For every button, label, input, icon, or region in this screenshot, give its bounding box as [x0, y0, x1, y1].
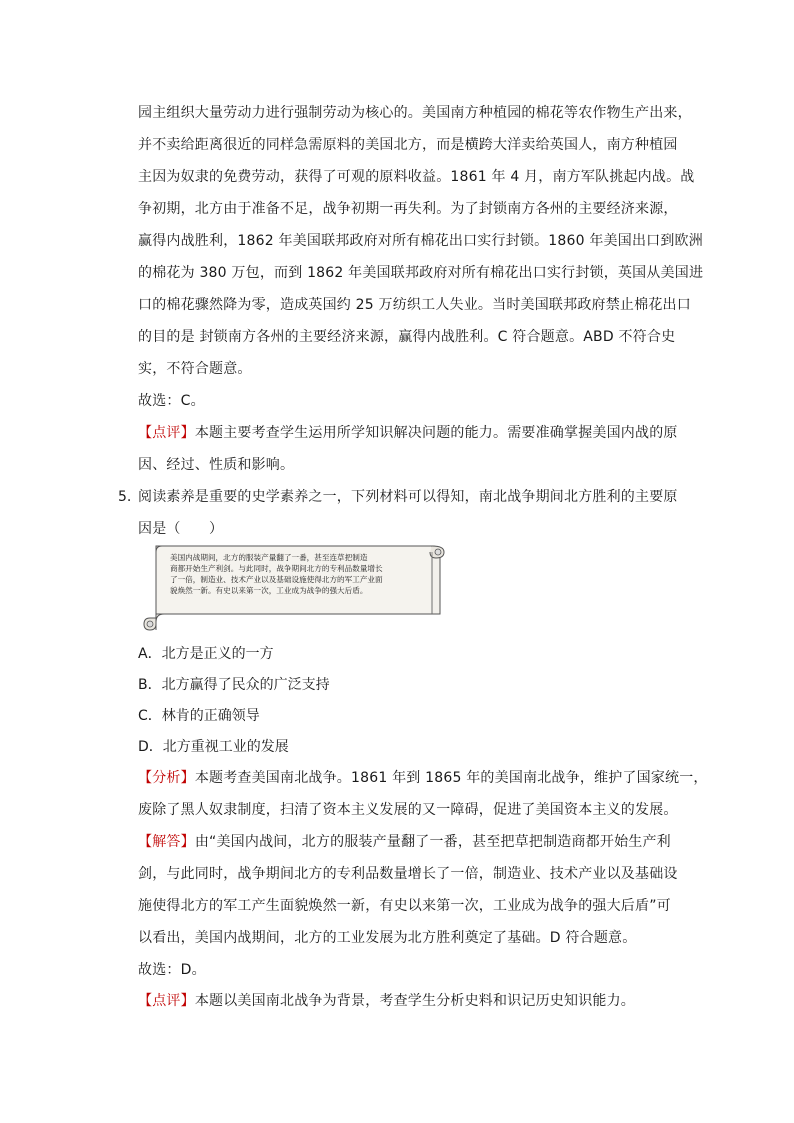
option-d: D．北方重视工业的发展 [138, 739, 289, 755]
analysis-line [138, 768, 708, 788]
text-line: 主因为奴隶的免费劳动，获得了可观的原料收益。1861 年 4 月，南方军队挑起内战。战 [138, 169, 695, 185]
analysis-tag: 【分析】 [138, 770, 195, 786]
text-line: 的棉花为 380 万包，而到 1862 年美国联邦政府对所有棉花出口实行封锁，英国从美国进 [138, 265, 704, 281]
comment-tag: 【点评】 [138, 993, 195, 1009]
text-line: 赢得内战胜利，1862 年美国联邦政府对所有棉花出口实行封锁。1860 年美国出口到欧洲 [138, 233, 703, 249]
option-a: A．北方是正义的一方 [138, 646, 274, 662]
option-b: B．北方赢得了民众的广泛支持 [138, 677, 330, 693]
comment-text: 本题主要考查学生运用所学知识解决问题的能力。需要准确掌握美国内战的原 [194, 425, 678, 441]
solution-line: 施使得北方的军工产生面貌焕然一新，有史以来第一次，工业成为战争的强大后盾”可 [138, 898, 671, 914]
solution-line: 以看出，美国内战期间，北方的工业发展为北方胜利奠定了基础。D 符合题意。 [138, 930, 637, 946]
solution-text: 由“美国内战间，北方的服装产量翻了一番，甚至把草把制造商都开始生产利 [194, 834, 671, 850]
answer-line: 故选：C。 [138, 393, 205, 409]
solution-line [138, 832, 698, 852]
solution-line: 剑，与此同时，战争期间北方的专利品数量增长了一倍，制造业、技术产业以及基础设 [138, 866, 678, 882]
scroll-text-line: 了一倍，制造业、技术产业以及基础设施使得北方的军工产业面 [170, 575, 383, 584]
answer-line: 故选：D。 [138, 962, 206, 978]
scroll-text [170, 552, 432, 596]
text-line: 实，不符合题意。 [138, 361, 252, 377]
text-line: 争初期，北方由于准备不足，战争初期一再失利。为了封锁南方各州的主要经济来源， [138, 201, 678, 217]
comment-tag: 【点评】 [138, 425, 195, 441]
scroll-text-line: 美国内战期间，北方的服装产量翻了一番，甚至连草把制造 [170, 553, 368, 562]
text-line: 口的棉花骤然降为零，造成英国约 25 万纺织工人失业。当时美国联邦政府禁止棉花出口 [138, 297, 691, 313]
scroll-material-image [142, 540, 446, 632]
comment-line [138, 991, 698, 1011]
solution-tag: 【解答】 [138, 834, 195, 850]
comment-line: 因、经过、性质和影响。 [138, 457, 295, 473]
question-number: 5. [118, 489, 132, 505]
option-c: C．林肯的正确领导 [138, 708, 260, 724]
text-line: 的目的是 封锁南方各州的主要经济来源，赢得内战胜利。C 符合题意。ABD 不符合史 [138, 329, 676, 345]
text-line: 并不卖给距离很近的同样急需原料的美国北方，而是横跨大洋卖给英国人，南方种植园 [138, 137, 678, 153]
question-stem: 因是（ ） [138, 521, 224, 537]
analysis-line: 废除了黑人奴隶制度，扫清了资本主义发展的又一障碍，促进了美国资本主义的发展。 [138, 802, 678, 818]
comment-text: 本题以美国南北战争为背景，考查学生分析史料和识记历史知识能力。 [194, 993, 636, 1009]
comment-line [138, 423, 698, 443]
question-stem: 阅读素养是重要的史学素养之一，下列材料可以得知，南北战争期间北方胜利的主要原 [138, 489, 678, 505]
scroll-text-line: 商都开始生产利剑。与此同时，战争期间北方的专利品数量增长 [170, 564, 383, 573]
analysis-text: 本题考查美国南北战争。1861 年到 1865 年的美国南北战争，维护了国家统一， [194, 770, 708, 786]
scroll-text-line: 貌焕然一新。有史以来第一次，工业成为战争的强大后盾。 [170, 586, 368, 595]
text-line: 园主组织大量劳动力进行强制劳动为核心的。美国南方种植园的棉花等农作物生产出来， [138, 105, 692, 121]
